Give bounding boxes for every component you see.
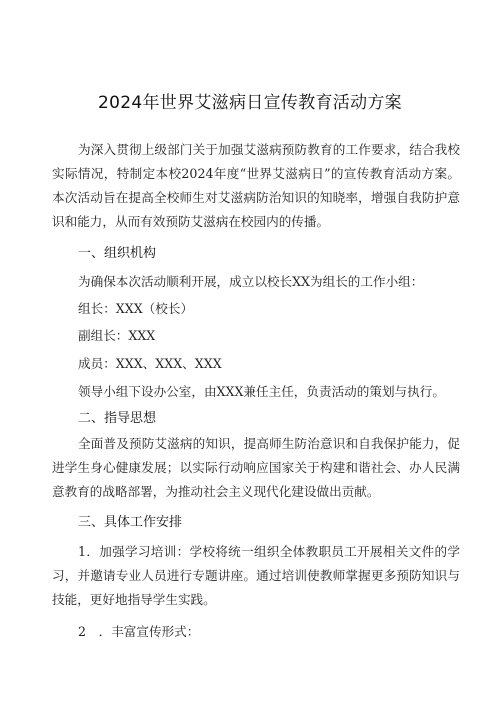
- work-item-training: 1．加强学习培训：学校将统一组织全体教职员工开展相关文件的学习，并邀请专业人员进行专题讲座。通过培训使教师掌握更多预防知识与技能，更好地指导学生实践。: [52, 544, 460, 607]
- group-leader-text: 组长：XXX（校长）: [78, 301, 194, 316]
- deputy-leader-text: 副组长：XXX: [78, 328, 156, 343]
- guiding-ideology-paragraph: 全面普及预防艾滋病的知识，提高师生防治意识和自我保护能力，促进学生身心健康发展；以实际行动响应国家关于构建和谐社会、办人民满意教育的战略部署，为推动社会主义现代化建设做出贡献。: [52, 436, 460, 499]
- office-text: 领导小组下设办公室，由XXX兼任主任，负责活动的策划与执行。: [78, 384, 445, 399]
- section-heading-guiding-ideology: 二、指导思想: [78, 411, 157, 426]
- work-item-publicity: 2 ．丰富宣传形式：: [78, 624, 200, 639]
- organization-lead-text: 为确保本次活动顺利开展，成立以校长XX为组长的工作小组：: [78, 274, 424, 289]
- intro-paragraph: 为深入贯彻上级部门关于加强艾滋病预防教育的工作要求，结合我校实际情况，特制定本校2024年度“世界艾滋病日”的宣传教育活动方案。本次活动旨在提高全校师生对艾滋病防治知识的知晓率，增强自我防护意识和能力，从而有效预防艾滋病在校园内的传播。: [52, 142, 460, 229]
- section-heading-organization: 一、组织机构: [78, 246, 157, 261]
- document-title: 2024年世界艾滋病日宣传教育活动方案: [98, 93, 402, 113]
- section-heading-work-arrangement: 三、具体工作安排: [78, 515, 183, 530]
- members-text: 成员：XXX、XXX、XXX: [78, 356, 222, 371]
